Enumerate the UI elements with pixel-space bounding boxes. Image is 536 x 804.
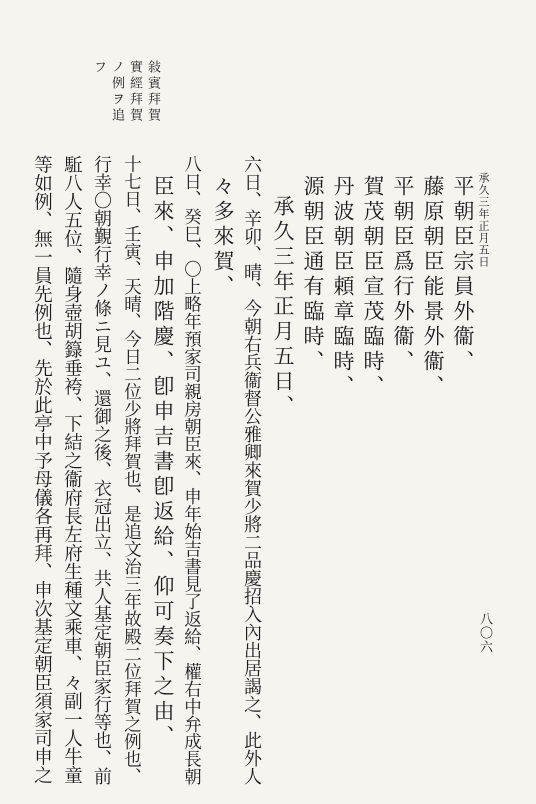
body-line: 丹波朝臣頼章臨時、	[331, 175, 355, 400]
margin-note: 實經拜賀	[127, 60, 142, 124]
body-line: 十七日、壬寅、天晴、今日二位少將拜賀也、是追文治三年故殿二位拜賀之例也、	[121, 155, 142, 785]
body-line: 藤原朝臣能景外衞、	[421, 175, 445, 400]
running-header: 承久三年正月五日	[477, 172, 490, 268]
page-number: 八〇六	[477, 612, 492, 654]
body-line: 平朝臣爲行外衞、	[391, 175, 415, 375]
body-line: 駈八人五位、隨身壺胡籙垂袴、下結之衞府長左府生種文乘車、々副一人牛童	[61, 155, 83, 784]
body-line: 平朝臣宗員外衞、	[451, 175, 475, 375]
body-line: 源朝臣通有臨時、	[301, 175, 325, 375]
body-line: 々多來賀、	[211, 175, 235, 300]
body-line: 等如例、無一員先例也、先於此亭中予母儀各再拜、申次基定朝臣須家司申之	[31, 155, 53, 784]
body-line: 八日、癸巳、〇上略年預家司親房朝臣來、申年始吉書見了返給、權右中弁成長朝	[181, 155, 202, 785]
margin-note: ノ例ヲ追	[109, 60, 124, 124]
body-line: 承久三年正月五日、	[271, 195, 295, 420]
margin-note: 敍賓拜賀	[145, 60, 160, 124]
body-line: 六日、辛卯、晴、今朝右兵衞督公雅卿來賀少將二品慶招入內出居謁之、此外人	[241, 155, 262, 785]
margin-note: フ	[91, 60, 106, 76]
body-line: 賀茂朝臣宣茂臨時、	[361, 175, 385, 400]
body-line: 臣來、申加階慶、卽申吉書卽返給、仰可奏下之由、	[151, 175, 175, 750]
body-line: 行幸〇朝覲行幸ノ條ニ見ユ、還御之後、衣冠出立、共人基定朝臣家行等也、前	[91, 155, 112, 785]
